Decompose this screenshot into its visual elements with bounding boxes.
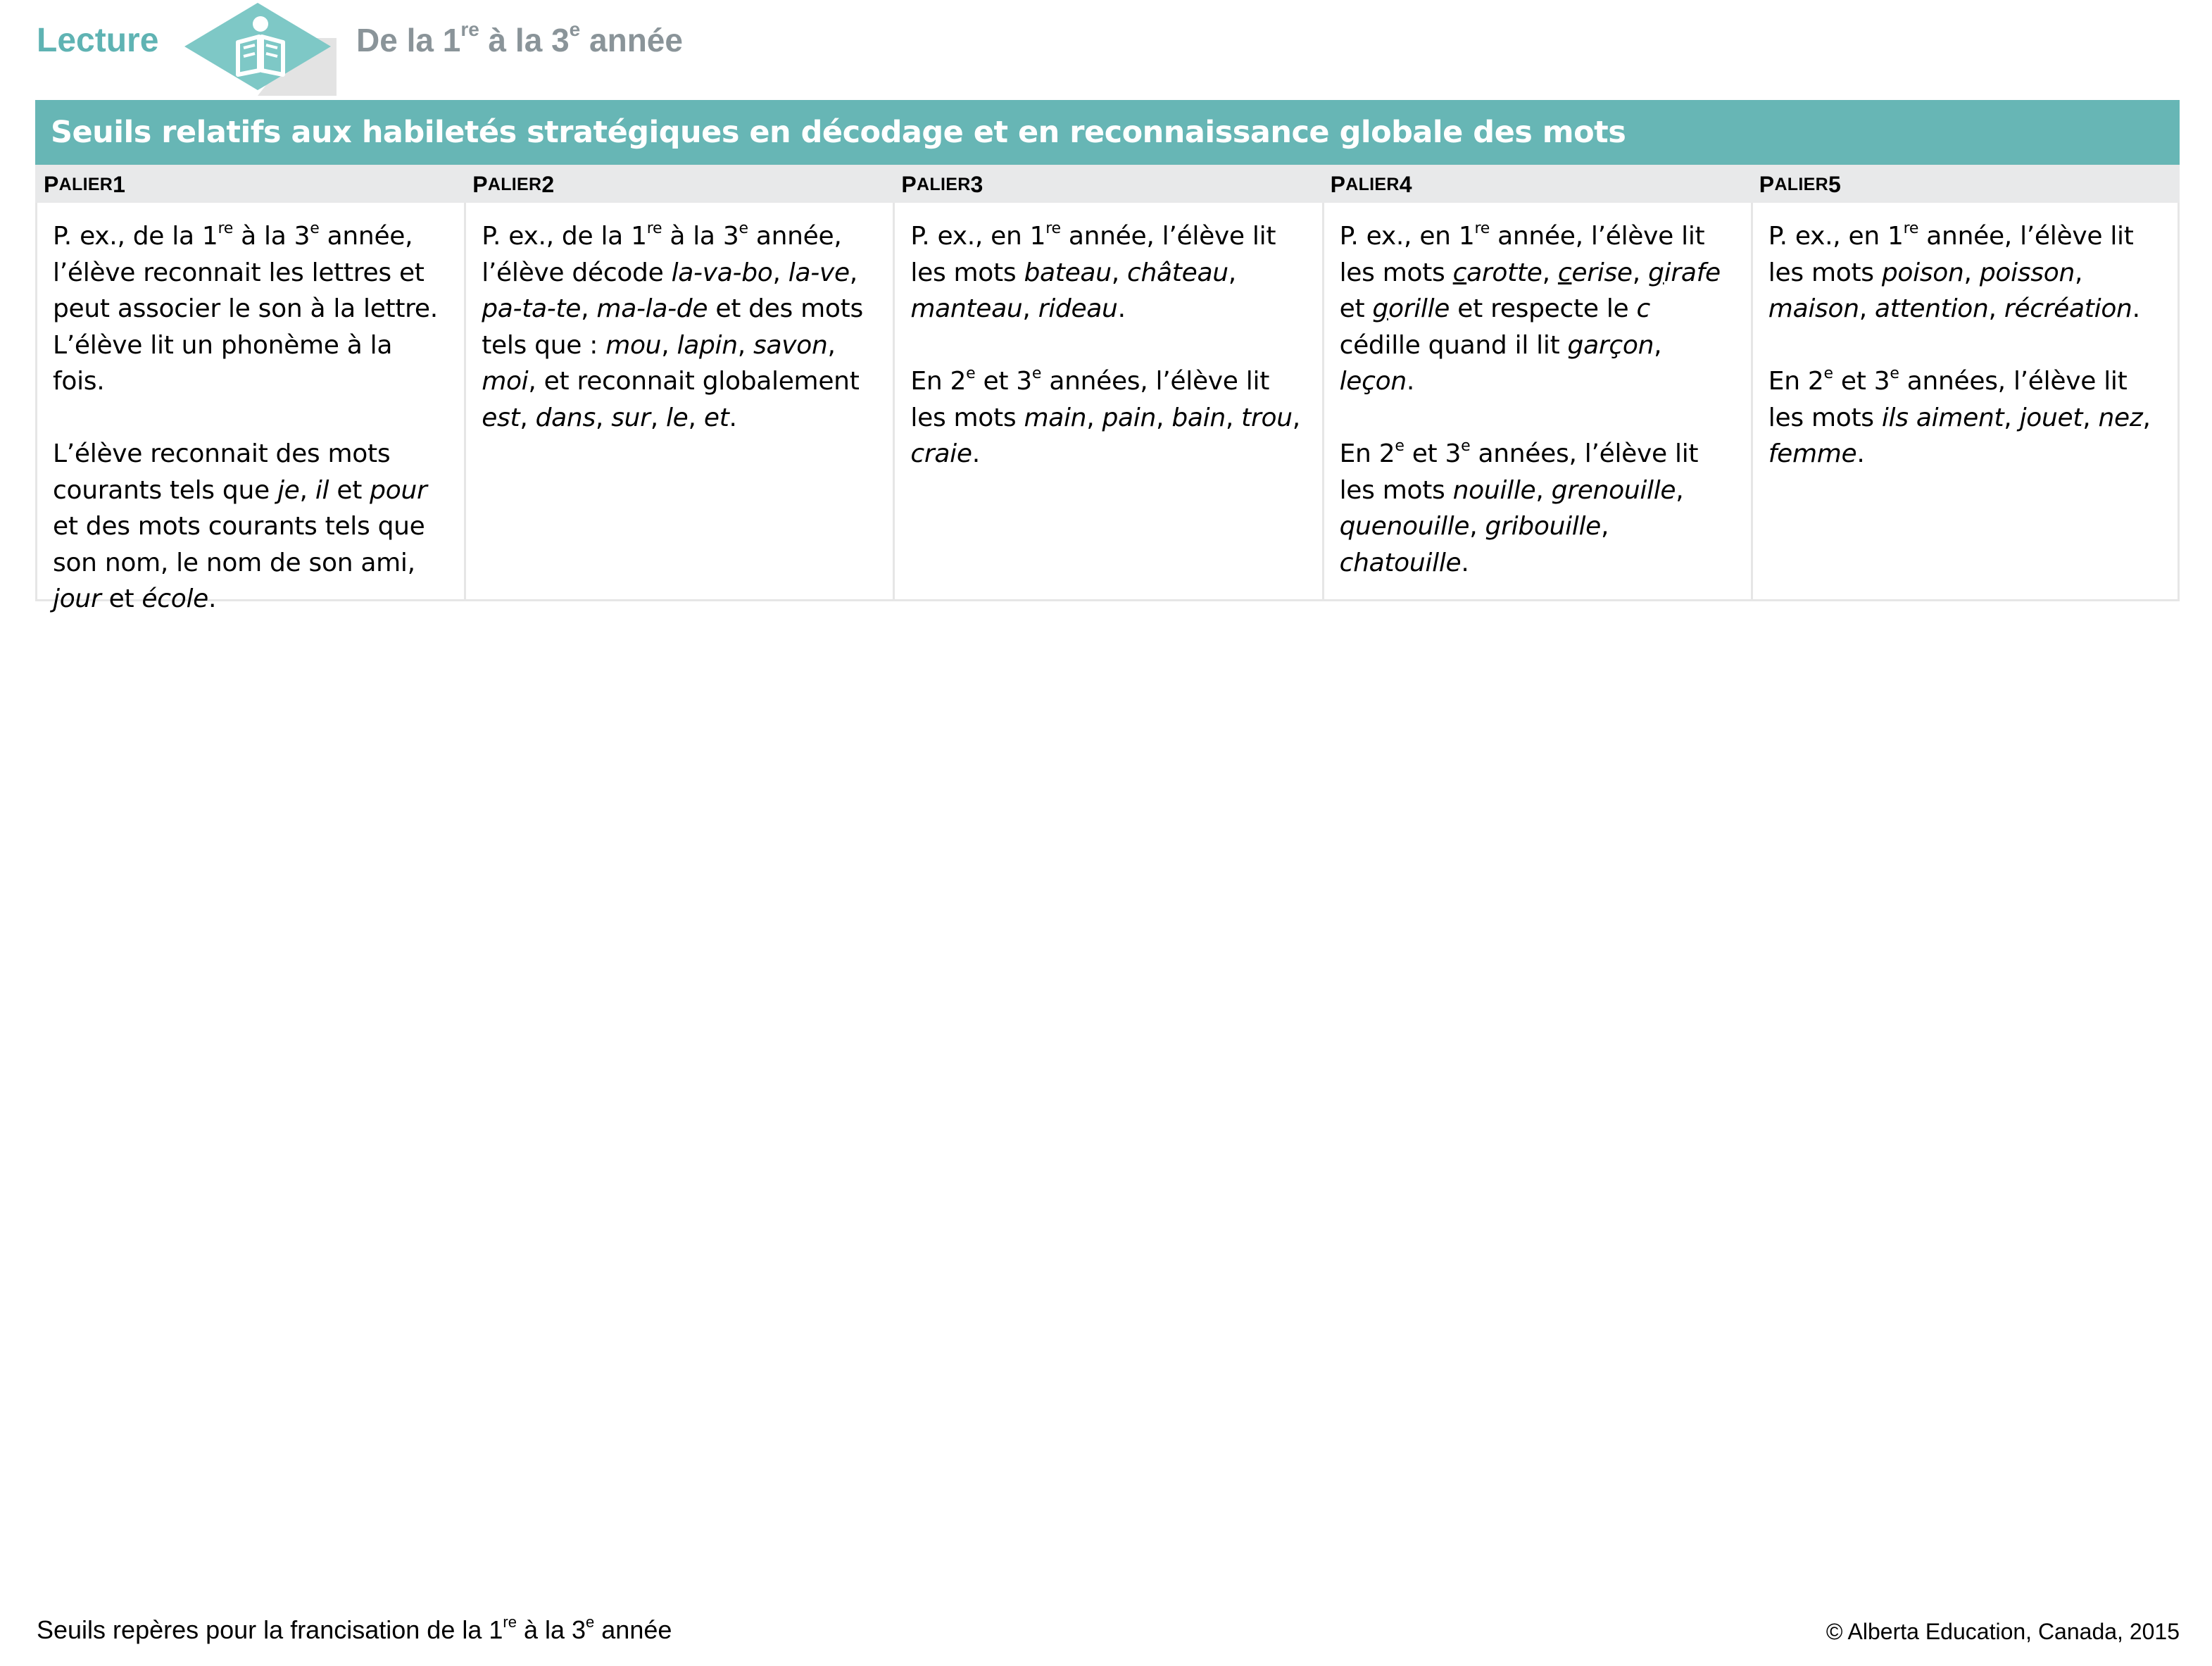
column-headers [35, 166, 2180, 203]
cell-paragraph: P. ex., en 1re année, l’élève lit les mots poison, poisson, maison, attention, récréation. [1768, 220, 2140, 323]
column-header-palier-2: P ALIER 2 [464, 166, 893, 203]
cell-palier-3 [893, 203, 1321, 601]
cell-paragraph: P. ex., en 1re année, l’élève lit les mots bateau, château, manteau, rideau. [910, 220, 1276, 323]
column-header-palier-5: P ALIER 5 [1751, 166, 2180, 203]
cell-paragraph: En 2e et 3e années, l’élève lit les mots main, pain, bain, trou, craie. [910, 365, 1300, 468]
thresholds-table [35, 100, 2180, 613]
cell-paragraph: P. ex., de la 1re à la 3e année, l’élève reconnait les lettres et peut associer le son à la lettre. L’élève lit un phonème à la fois. [53, 220, 438, 396]
cell-palier-2 [464, 203, 893, 601]
table-row [35, 203, 2180, 613]
cell-palier-4 [1322, 203, 1751, 601]
column-header-palier-4: P ALIER 4 [1322, 166, 1751, 203]
column-header-palier-3: P ALIER 3 [893, 166, 1321, 203]
table-title: Seuils relatifs aux habiletés stratégiques en décodage et en reconnaissance globale des mots [35, 100, 2180, 166]
footer-copyright: © Alberta Education, Canada, 2015 [1825, 1619, 2180, 1644]
cell-paragraph: L’élève reconnait des mots courants tels que je, il et pour et des mots courants tels que son nom, le nom de son ami, jour et école. [53, 439, 427, 613]
cell-paragraph: P. ex., en 1re année, l’élève lit les mots carotte, cerise, girafe et gorille et respecte le c cédille quand il lit garçon, leçon. [1339, 220, 1721, 396]
footer-document-title: Seuils repères pour la francisation de la 1re à la 3e année [37, 1613, 672, 1644]
cell-paragraph: P. ex., de la 1re à la 3e année, l’élève décode la-va-bo, la-ve, pa-ta-te, ma-la-de et des mots tels que : mou, lapin, savon, moi, et reconnait globalement est, dans, sur, le, et. [482, 220, 863, 432]
subject-title: Lecture [37, 22, 159, 59]
cell-paragraph: En 2e et 3e années, l’élève lit les mots ils aiment, jouet, nez, femme. [1768, 365, 2151, 468]
cell-paragraph: En 2e et 3e années, l’élève lit les mots nouille, grenouille, quenouille, gribouille, chatouille. [1339, 437, 1699, 577]
book-reader-icon [184, 3, 337, 96]
grade-range-title: De la 1re à la 3e année [356, 18, 683, 58]
cell-palier-1 [35, 203, 464, 613]
cell-palier-5 [1751, 203, 2180, 601]
column-header-palier-1: P ALIER 1 [35, 166, 464, 203]
